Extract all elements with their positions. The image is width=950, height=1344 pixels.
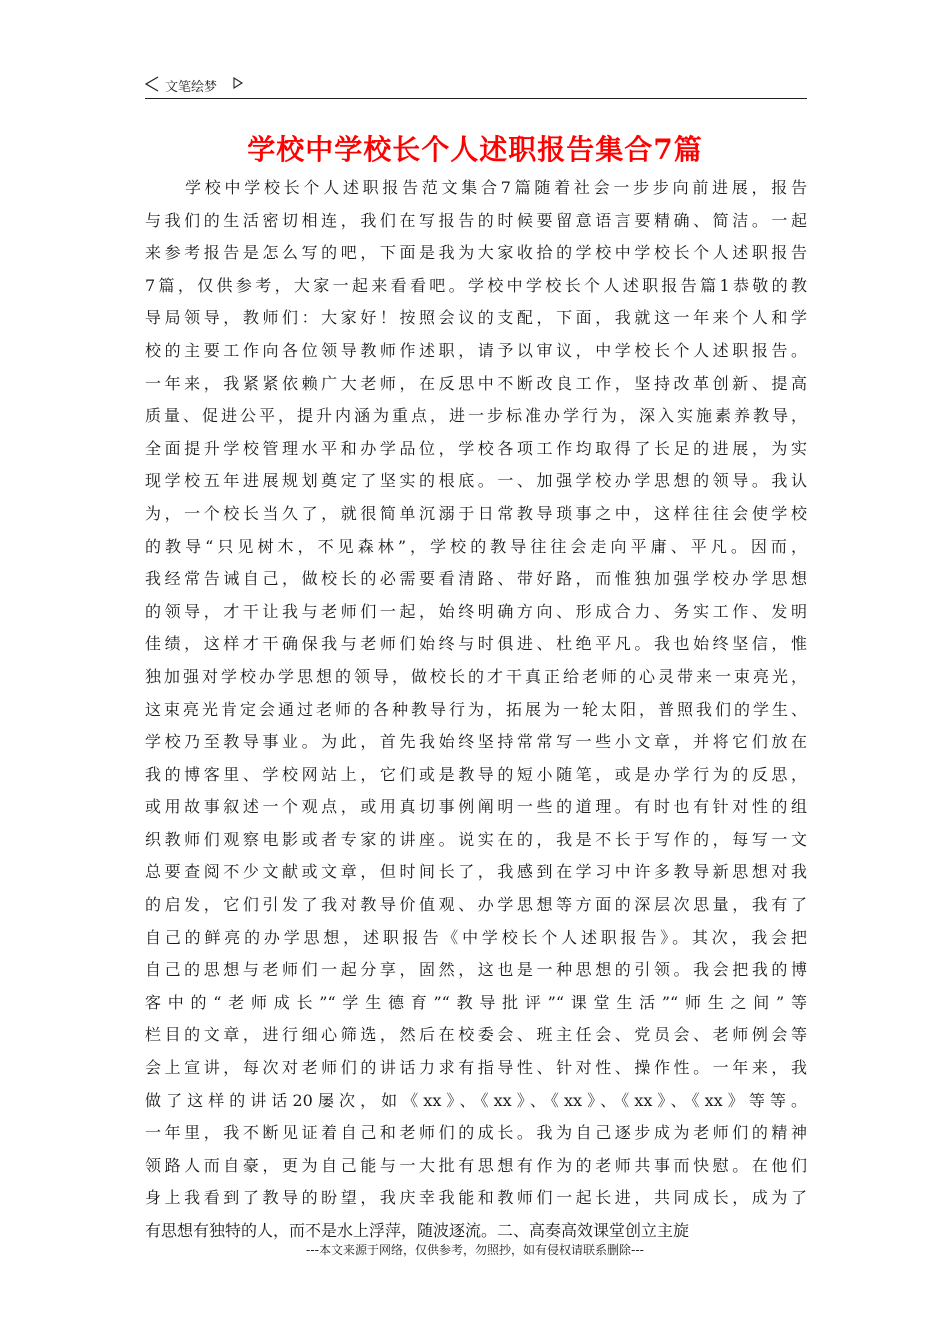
body-line: 独加强对学校办学思想的领导，做校长的才干真正给老师的心灵带来一束亮光， bbox=[145, 666, 807, 686]
left-triangle-icon bbox=[145, 76, 159, 92]
body-line: 会上宣讲，每次对老师们的讲话力求有指导性、针对性、操作性。一年来，我 bbox=[145, 1058, 807, 1078]
body-line: 栏目的文章，进行细心筛选，然后在校委会、班主任会、党员会、老师例会等 bbox=[145, 1025, 807, 1045]
body-line: 或用故事叙述一个观点，或用真切事例阐明一些的道理。有时也有针对性的组 bbox=[145, 797, 807, 817]
body-line: 7篇，仅供参考，大家一起来看看吧。学校中学校长个人述职报告篇1恭敬的教 bbox=[145, 275, 807, 295]
header-brand: 文笔绘梦 bbox=[165, 80, 218, 95]
body-line: 来参考报告是怎么写的吧，下面是我为大家收拾的学校中学校长个人述职报告 bbox=[145, 243, 807, 263]
body-line: 我的博客里、学校网站上，它们或是教导的短小随笔，或是办学行为的反思， bbox=[145, 764, 807, 784]
body-line: 自己的鲜亮的办学思想，述职报告《中学校长个人述职报告》。其次，我会把 bbox=[145, 927, 807, 947]
body-line: 校的主要工作向各位领导教师作述职，请予以审议，中学校长个人述职报告。 bbox=[145, 340, 807, 360]
body-line: 自己的思想与老师们一起分享，固然，这也是一种思想的引领。我会把我的博 bbox=[145, 960, 807, 980]
document-body bbox=[145, 172, 807, 1248]
body-line: 的领导，才干让我与老师们一起，始终明确方向、形成合力、务实工作、发明 bbox=[145, 601, 807, 621]
body-line: 客中的“老师成长”“学生德育”“教导批评”“课堂生活”“师生之间”等 bbox=[145, 992, 807, 1012]
body-line: 领路人而自豪，更为自己能与一大批有思想有作为的老师共事而快慰。在他们 bbox=[145, 1155, 807, 1175]
body-line: 做了这样的讲话20屡次，如《xx》、《xx》、《xx》、《xx》、《xx》等等。 bbox=[145, 1090, 807, 1110]
body-line: 身上我看到了教导的盼望，我庆幸我能和教师们一起长进，共同成长，成为了 bbox=[145, 1188, 807, 1208]
body-line: 现学校五年进展规划奠定了坚实的根底。一、加强学校办学思想的领导。我认 bbox=[145, 471, 807, 491]
body-line: 为，一个校长当久了，就很简单沉溺于日常教导琐事之中，这样往往会使学校 bbox=[145, 503, 807, 523]
footer-disclaimer: ---本文来源于网络，仅供参考，勿照抄，如有侵权请联系删除--- bbox=[306, 1243, 644, 1257]
body-line: 这束亮光肯定会通过老师的各种教导行为，拓展为一轮太阳，普照我们的学生、 bbox=[145, 699, 807, 719]
document-title: 学校中学校长个人述职报告集合7篇 bbox=[247, 133, 703, 166]
body-line: 导局领导，教师们：大家好！按照会议的支配，下面，我就这一年来个人和学 bbox=[145, 308, 807, 328]
body-line: 质量、促进公平，提升内涵为重点，进一步标准办学行为，深入实施素养教导， bbox=[145, 406, 807, 426]
body-line: 的教导“只见树木，不见森林”，学校的教导往往会走向平庸、平凡。因而， bbox=[145, 536, 807, 556]
body-line: 有思想有独特的人，而不是水上浮萍，随波逐流。二、高奏高效课堂创立主旋 bbox=[145, 1221, 690, 1240]
page-header bbox=[145, 72, 807, 99]
body-line: 与我们的生活密切相连，我们在写报告的时候要留意语言要精确、简洁。一起 bbox=[145, 210, 807, 230]
right-triangle-icon bbox=[233, 77, 243, 89]
body-line: 佳绩，这样才干确保我与老师们始终与时俱进、杜绝平凡。我也始终坚信，惟 bbox=[145, 634, 807, 654]
body-line: 一年里，我不断见证着自己和老师们的成长。我为自己逐步成为老师们的精神 bbox=[145, 1123, 807, 1143]
body-line: 我经常告诫自己，做校长的必需要看清路、带好路，而惟独加强学校办学思想 bbox=[145, 569, 807, 589]
body-line: 学校中学校长个人述职报告范文集合7篇随着社会一步步向前进展，报告 bbox=[185, 178, 807, 197]
body-line: 全面提升学校管理水平和办学品位，学校各项工作均取得了长足的进展，为实 bbox=[145, 438, 807, 458]
body-line: 学校乃至教导事业。为此，首先我始终坚持常常写一些小文章，并将它们放在 bbox=[145, 732, 807, 752]
body-line: 的启发，它们引发了我对教导价值观、办学思想等方面的深层次思量，我有了 bbox=[145, 895, 807, 915]
body-line: 总要查阅不少文献或文章，但时间长了，我感到在学习中许多教导新思想对我 bbox=[145, 862, 807, 882]
body-line: 一年来，我紧紧依赖广大老师，在反思中不断改良工作，坚持改革创新、提高 bbox=[145, 373, 807, 393]
body-line: 织教师们观察电影或者专家的讲座。说实在的，我是不长于写作的，每写一文 bbox=[145, 829, 807, 849]
